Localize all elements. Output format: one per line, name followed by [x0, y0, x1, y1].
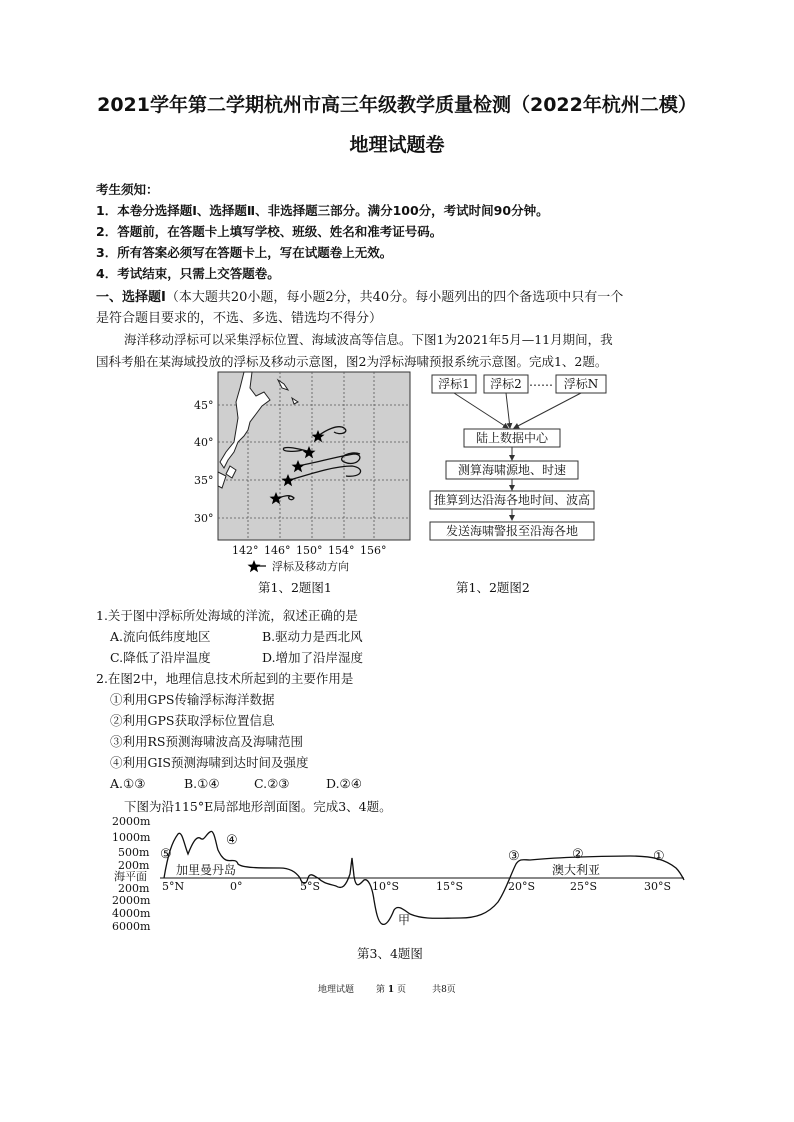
- section1-heading-line: [96, 286, 623, 305]
- lon-label-150: 150°: [296, 544, 323, 557]
- notice-item-4: 4．考试结束，只需上交答题卷。: [96, 266, 280, 281]
- profile-y-2000m-down: 2000m: [112, 894, 151, 907]
- profile-y-2000m: 2000m: [112, 815, 151, 828]
- q2-option-d: D.②④: [326, 776, 362, 791]
- buoy-label-n: 浮标N: [563, 377, 599, 391]
- profile-x-5S: 5°S: [300, 880, 321, 893]
- footer-page-prefix: 第: [376, 985, 386, 995]
- q2-item-4: ④利用GIS预测海啸到达时间及强度: [110, 755, 309, 770]
- q2-stem: 2.在图2中，地理信息技术所起到的主要作用是: [96, 671, 354, 686]
- step-label-1: 陆上数据中心: [475, 431, 549, 445]
- profile-figure: [110, 814, 700, 938]
- step-label-4: 发送海啸警报至沿海各地: [445, 524, 579, 538]
- lat-label-40: 40°: [194, 436, 214, 449]
- lon-label-154: 154°: [328, 544, 355, 557]
- section1-desc-1: （本大题共20小题，每小题2分，共40分。每小题列出的四个备选项中只有一个: [165, 290, 624, 305]
- lat-label-30: 30°: [194, 512, 214, 525]
- profile-x-0: 0°: [230, 880, 243, 893]
- profile-y-1000m: 1000m: [112, 831, 151, 844]
- buoy-label-1: 浮标1: [438, 377, 470, 391]
- profile-y-200m-down: 200m: [118, 882, 150, 895]
- profile-y-6000m: 6000m: [112, 920, 151, 933]
- intro34: 下图为沿115°E局部地形剖面图。完成3、4题。: [124, 799, 392, 814]
- lon-label-156: 156°: [360, 544, 387, 557]
- profile-x-25S: 25°S: [570, 880, 598, 893]
- notice-item-3: 3．所有答案必须写在答题卡上，写在试题卷上无效。: [96, 245, 393, 260]
- section1-desc-2: 是符合题目要求的，不选、多选、错选均不得分）: [96, 311, 383, 326]
- marker-2: ②: [572, 847, 584, 862]
- figure2-flowchart: [428, 372, 628, 544]
- label-jia: 甲: [398, 913, 411, 927]
- marker-5: ⑤: [160, 847, 172, 862]
- figure2-caption: 第1、2题图2: [456, 580, 530, 595]
- marker-4: ④: [226, 833, 238, 848]
- footer-page-suffix: 页: [397, 985, 407, 995]
- q1-option-b: B.驱动力是西北风: [262, 629, 363, 644]
- notice-item-1: 1．本卷分选择题Ⅰ、选择题Ⅱ、非选择题三部分。满分100分，考试时间90分钟。: [96, 203, 549, 218]
- buoy-ellipsis: ……: [529, 375, 553, 389]
- q2-option-c: C.②③: [254, 776, 290, 791]
- profile-caption: 第3、4题图: [357, 946, 423, 961]
- lat-label-45: 45°: [194, 399, 214, 412]
- label-australia: 澳大利亚: [552, 863, 601, 877]
- q2-option-a: A.①③: [110, 776, 146, 791]
- q2-item-1: ①利用GPS传输浮标海洋数据: [110, 692, 275, 707]
- profile-x-30S: 30°S: [644, 880, 672, 893]
- footer-name: 地理试题: [318, 985, 355, 995]
- profile-y-200m-up: 200m: [118, 859, 150, 872]
- q1-stem: 1.关于图中浮标所处海域的洋流，叙述正确的是: [96, 608, 358, 623]
- section1-heading: 一、选择题Ⅰ: [96, 290, 166, 305]
- footer-page-num: 1: [387, 985, 395, 995]
- notice-item-2: 2．答题前，在答题卡上填写学校、班级、姓名和准考证号码。: [96, 224, 443, 239]
- marker-3: ③: [508, 849, 520, 864]
- footer: [318, 982, 456, 995]
- label-kalimantan: 加里曼丹岛: [176, 863, 237, 877]
- legend-label: 浮标及移动方向: [272, 560, 349, 573]
- buoy-label-2: 浮标2: [490, 377, 522, 391]
- marker-1: ①: [653, 849, 665, 864]
- lon-label-142: 142°: [232, 544, 259, 557]
- figure1-caption: 第1、2题图1: [258, 580, 332, 595]
- step-label-3: 推算到达沿海各地时间、波高: [433, 493, 591, 507]
- notice-heading: 考生须知：: [96, 182, 159, 197]
- profile-x-10S: 10°S: [372, 880, 400, 893]
- intro12-line1: 海洋移动浮标可以采集浮标位置、海域波高等信息。下图1为2021年5月—11月期间，我: [124, 332, 613, 347]
- figure1-map: [190, 370, 430, 575]
- profile-x-15S: 15°S: [436, 880, 464, 893]
- step-label-2: 测算海啸源地、时速: [457, 463, 567, 477]
- profile-x-5N: 5°N: [162, 880, 185, 893]
- profile-x-20S: 20°S: [508, 880, 536, 893]
- q1-option-c: C.降低了沿岸温度: [110, 650, 211, 665]
- q2-option-b: B.①④: [184, 776, 220, 791]
- q2-item-2: ②利用GPS获取浮标位置信息: [110, 713, 275, 728]
- footer-total: 共8页: [432, 985, 456, 995]
- q2-item-3: ③利用RS预测海啸波高及海啸范围: [110, 734, 303, 749]
- intro12-line2: 国科考船在某海域投放的浮标及移动示意图，图2为浮标海啸预报系统示意图。完成1、2题。: [96, 354, 608, 369]
- profile-y-500m: 500m: [118, 846, 150, 859]
- lat-label-35: 35°: [194, 474, 214, 487]
- exam-subtitle: 地理试题卷: [349, 134, 445, 156]
- q1-option-d: D.增加了沿岸湿度: [262, 650, 364, 665]
- profile-y-sealevel: 海平面: [114, 870, 147, 883]
- exam-title: 2021学年第二学期杭州市高三年级教学质量检测（2022年杭州二模）: [97, 94, 697, 116]
- q1-option-a: A.流向低纬度地区: [110, 629, 211, 644]
- lon-label-146: 146°: [264, 544, 291, 557]
- profile-y-4000m: 4000m: [112, 907, 151, 920]
